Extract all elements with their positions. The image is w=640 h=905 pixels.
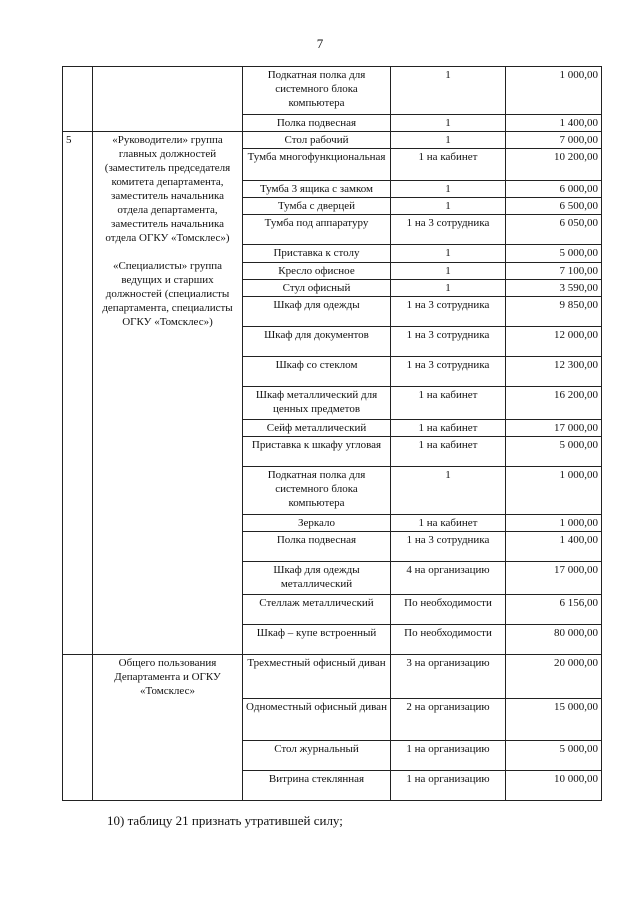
item-quantity: 1	[391, 245, 506, 263]
item-price: 80 000,00	[506, 625, 602, 655]
item-price: 15 000,00	[506, 699, 602, 741]
item-name: Одноместный офисный диван	[243, 699, 391, 741]
item-price: 6 156,00	[506, 595, 602, 625]
item-name: Полка подвесная	[243, 532, 391, 562]
item-name: Полка подвесная	[243, 115, 391, 132]
item-name: Витрина стеклянная	[243, 771, 391, 801]
item-name: Шкаф для одежды металлический	[243, 562, 391, 595]
item-name: Подкатная полка для системного блока компьютера	[243, 67, 391, 115]
item-name: Тумба 3 ящика с замком	[243, 181, 391, 198]
row-number	[63, 67, 93, 132]
item-quantity: 2 на организацию	[391, 699, 506, 741]
item-price: 9 850,00	[506, 297, 602, 327]
item-name: Шкаф металлический для ценных предметов	[243, 387, 391, 420]
item-price: 7 000,00	[506, 132, 602, 149]
table-body	[63, 67, 602, 801]
item-name: Стол журнальный	[243, 741, 391, 771]
item-quantity: 1 на кабинет	[391, 387, 506, 420]
item-quantity: 1 на кабинет	[391, 149, 506, 181]
item-price: 3 590,00	[506, 280, 602, 297]
footer-text: 10) таблицу 21 признать утратившей силу;	[107, 813, 343, 828]
item-name: Стул офисный	[243, 280, 391, 297]
item-price: 1 000,00	[506, 515, 602, 532]
item-quantity: 1 на организацию	[391, 741, 506, 771]
item-quantity: 1 на 3 сотрудника	[391, 532, 506, 562]
item-price: 1 000,00	[506, 67, 602, 115]
table-row	[63, 132, 602, 149]
row-number	[63, 655, 93, 801]
item-name: Кресло офисное	[243, 263, 391, 280]
item-name: Приставка к столу	[243, 245, 391, 263]
item-quantity: 1 на 3 сотрудника	[391, 327, 506, 357]
table-row	[63, 67, 602, 115]
item-name: Шкаф для документов	[243, 327, 391, 357]
item-name: Подкатная полка для системного блока компьютера	[243, 467, 391, 515]
item-quantity: 1	[391, 132, 506, 149]
item-price: 12 300,00	[506, 357, 602, 387]
item-price: 5 000,00	[506, 245, 602, 263]
item-price: 7 100,00	[506, 263, 602, 280]
item-quantity: 1	[391, 67, 506, 115]
item-quantity: 1 на организацию	[391, 771, 506, 801]
item-name: Стол рабочий	[243, 132, 391, 149]
furniture-norms-table	[62, 66, 602, 801]
item-quantity: 4 на организацию	[391, 562, 506, 595]
row-number: 5	[63, 132, 93, 655]
item-price: 12 000,00	[506, 327, 602, 357]
item-quantity: 1	[391, 181, 506, 198]
item-quantity: 1 на 3 сотрудника	[391, 357, 506, 387]
item-quantity: 1	[391, 198, 506, 215]
page-number: 7	[316, 36, 324, 51]
item-price: 10 200,00	[506, 149, 602, 181]
item-quantity: 1 на 3 сотрудника	[391, 215, 506, 245]
item-quantity: 1	[391, 467, 506, 515]
item-name: Шкаф – купе встроенный	[243, 625, 391, 655]
item-quantity: 1	[391, 263, 506, 280]
item-name: Шкаф со стеклом	[243, 357, 391, 387]
item-price: 1 400,00	[506, 115, 602, 132]
item-quantity: 1	[391, 115, 506, 132]
item-price: 1 400,00	[506, 532, 602, 562]
item-name: Тумба многофункциональная	[243, 149, 391, 181]
item-quantity: 3 на организацию	[391, 655, 506, 699]
item-name: Шкаф для одежды	[243, 297, 391, 327]
item-price: 6 500,00	[506, 198, 602, 215]
item-price: 20 000,00	[506, 655, 602, 699]
item-quantity: 1 на кабинет	[391, 437, 506, 467]
item-name: Тумба под аппаратуру	[243, 215, 391, 245]
table-row	[63, 655, 602, 699]
position-group	[93, 67, 243, 132]
item-quantity: 1 на кабинет	[391, 420, 506, 437]
item-price: 1 000,00	[506, 467, 602, 515]
item-quantity: По необходимости	[391, 625, 506, 655]
item-quantity: 1 на кабинет	[391, 515, 506, 532]
item-price: 5 000,00	[506, 437, 602, 467]
item-quantity: По необходимости	[391, 595, 506, 625]
item-price: 6 050,00	[506, 215, 602, 245]
position-group	[93, 132, 243, 655]
item-price: 17 000,00	[506, 420, 602, 437]
position-group	[93, 655, 243, 801]
position-group-text: «Руководители» группа главных должностей (заместитель председателя комитета департамента, заместитель начальника отдела департамента, заместитель начальника отдела ОГКУ «Томсклес») «Специалисты» группа ведущих и старших должностей (специалисты департамента, специалисты ОГКУ «Томсклес»)	[102, 134, 233, 328]
item-name: Приставка к шкафу угловая	[243, 437, 391, 467]
item-price: 16 200,00	[506, 387, 602, 420]
item-price: 6 000,00	[506, 181, 602, 198]
item-name: Стеллаж металлический	[243, 595, 391, 625]
item-name: Трехместный офисный диван	[243, 655, 391, 699]
item-quantity: 1	[391, 280, 506, 297]
item-quantity: 1 на 3 сотрудника	[391, 297, 506, 327]
item-name: Зеркало	[243, 515, 391, 532]
item-name: Тумба с дверцей	[243, 198, 391, 215]
item-price: 5 000,00	[506, 741, 602, 771]
item-price: 10 000,00	[506, 771, 602, 801]
item-name: Сейф металлический	[243, 420, 391, 437]
position-group-text: Общего пользования Департамента и ОГКУ «Томсклес»	[114, 657, 221, 697]
item-price: 17 000,00	[506, 562, 602, 595]
